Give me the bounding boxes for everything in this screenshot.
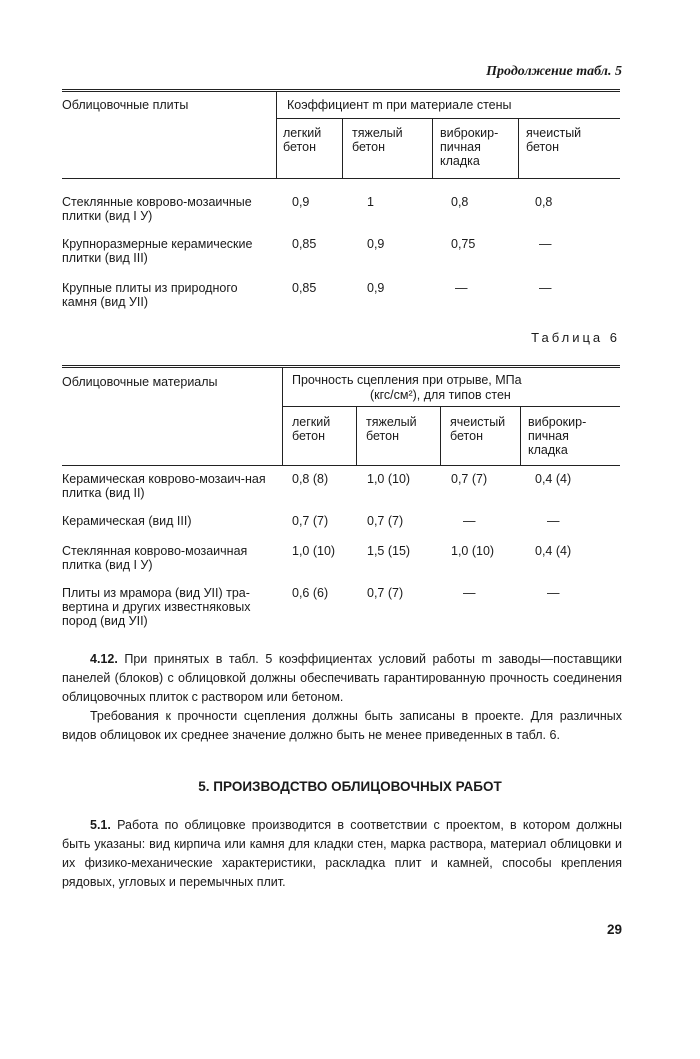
table-cell: 0,9 xyxy=(292,195,310,209)
table-6-caption: Таблица 6 xyxy=(531,330,620,345)
column-header: виброкир-пичная кладка xyxy=(440,126,499,168)
table-cell: — xyxy=(547,514,560,528)
table-cell: 0,85 xyxy=(292,237,317,251)
table-rule xyxy=(520,406,521,465)
column-header: ячеистый бетон xyxy=(450,415,506,443)
paragraph-5-1 xyxy=(62,816,622,892)
table-cell: 1,0 (10) xyxy=(292,544,336,558)
table-cell: 0,4 (4) xyxy=(535,472,572,486)
header-material: Облицовочные плиты xyxy=(62,98,189,112)
table-rule xyxy=(62,178,620,179)
table-row-label: Крупноразмерные керамические плитки (вид III) xyxy=(62,237,253,265)
table-row-label: Крупные плиты из природного камня (вид УII) xyxy=(62,281,238,309)
table-cell: 0,6 (6) xyxy=(292,586,329,600)
table-rule xyxy=(62,91,620,92)
header-coefficient: Коэффициент m при материале стены xyxy=(287,98,512,112)
table-rule xyxy=(62,365,620,366)
table-rule xyxy=(282,406,620,407)
table-cell: 0,9 xyxy=(367,281,385,295)
paragraph-number: 5.1. xyxy=(90,818,111,832)
column-header: ячеистый бетон xyxy=(526,126,582,154)
paragraph-4-12-continued: Требования к прочности сцепления должны быть записаны в проекте. Для различных видов облицовок их среднее значение должно быть не менее приведенных в табл. 6. xyxy=(62,709,622,742)
column-header: легкий бетон xyxy=(283,126,322,154)
table-cell: 0,7 (7) xyxy=(451,472,488,486)
column-header: легкий бетон xyxy=(292,415,331,443)
table-rule xyxy=(276,91,277,178)
table-rule xyxy=(432,118,433,178)
table-cell: 0,4 (4) xyxy=(535,544,572,558)
paragraph-text: При принятых в табл. 5 коэффициентах условий работы m заводы—поставщики панелей (блоков) с облицовкой должны обеспечивать гарантированную прочность соединения облицовочных плиток с раствором или бетоном. xyxy=(62,652,622,704)
table-rule xyxy=(62,465,620,466)
table-cell: — xyxy=(547,586,560,600)
table-cell: 0,7 (7) xyxy=(367,514,404,528)
table-rule xyxy=(342,118,343,178)
table-cell: 1,0 (10) xyxy=(451,544,495,558)
table-row-label: Керамическая ковровo-мозаич-ная плитка (вид II) xyxy=(62,472,266,500)
paragraph-number: 4.12. xyxy=(90,652,118,666)
table-rule xyxy=(518,118,519,178)
paragraph-4-12 xyxy=(62,650,622,707)
page-number: 29 xyxy=(606,922,622,937)
table-row-label: Плиты из мрамора (вид УII) тра-вертина и других известняковых пород (вид УII) xyxy=(62,586,251,628)
column-header: виброкир-пичная кладка xyxy=(528,415,587,457)
table-cell: 0,75 xyxy=(451,237,476,251)
table-cell: — xyxy=(463,514,476,528)
table-cell: — xyxy=(455,281,468,295)
table-cell: — xyxy=(539,281,552,295)
table-rule xyxy=(440,406,441,465)
table-cell: 0,7 (7) xyxy=(292,514,329,528)
paragraph-text: Работа по облицовке производится в соответствии с проектом, в котором должны быть указаны: вид кирпича или камня для кладки стен, марка раствора, материал облицовки и их физико-механические характеристики, раскладка плит и камней, способы крепления рядовых, угловых и перемычных плит. xyxy=(62,818,622,889)
table-cell: 1 xyxy=(367,195,374,209)
table-rule xyxy=(282,367,283,465)
table-cell: 0,7 (7) xyxy=(367,586,404,600)
table-cell: 0,8 (8) xyxy=(292,472,329,486)
table-cell: — xyxy=(539,237,552,251)
table-cell: 0,8 xyxy=(451,195,469,209)
table-cell: 0,9 xyxy=(367,237,385,251)
table-rule xyxy=(276,118,620,119)
table-row-label: Керамическая (вид III) xyxy=(62,514,192,528)
header-strength: Прочность сцепления при отрыве, МПа xyxy=(292,373,522,387)
header-strength-units: (кгс/см²), для типов стен xyxy=(370,388,511,402)
table-continuation-label: Продолжение табл. 5 xyxy=(486,64,622,79)
table-rule xyxy=(356,406,357,465)
table-row-label: Стеклянные ковровo-мозаичные плитки (вид I У) xyxy=(62,195,252,223)
table-cell: 0,85 xyxy=(292,281,317,295)
section-heading: 5. ПРОИЗВОДСТВО ОБЛИЦОВОЧНЫХ РАБОТ xyxy=(198,779,502,794)
table-cell: 1,0 (10) xyxy=(367,472,411,486)
table-row-label: Стеклянная ковровo-мозаичная плитка (вид I У) xyxy=(62,544,248,572)
table-rule xyxy=(62,89,620,90)
column-header: тяжелый бетон xyxy=(366,415,417,443)
table-cell: 0,8 xyxy=(535,195,553,209)
column-header: тяжелый бетон xyxy=(352,126,403,154)
header-material: Облицовочные материалы xyxy=(62,375,218,389)
table-cell: 1,5 (15) xyxy=(367,544,411,558)
table-cell: — xyxy=(463,586,476,600)
table-rule xyxy=(62,367,620,368)
